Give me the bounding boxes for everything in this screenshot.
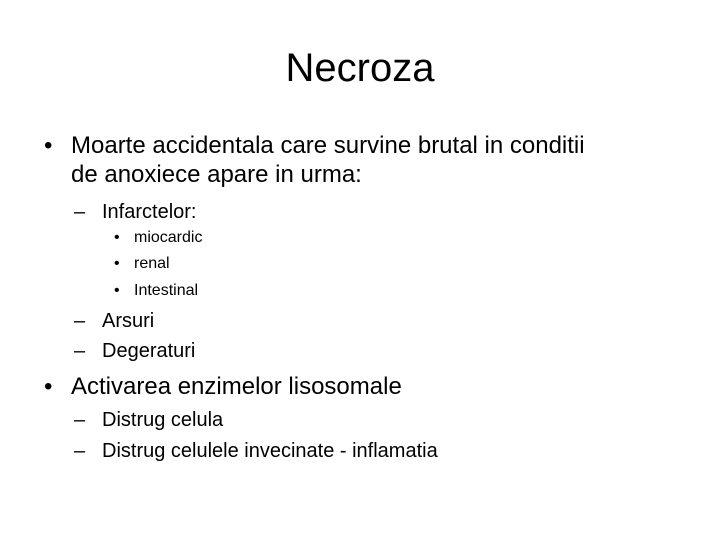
bullet-marker: • (44, 373, 53, 400)
sub-item-label: Degeraturi (102, 340, 196, 362)
bullet-text-line-1: Moarte accidentala care survine brutal in conditii (71, 132, 585, 159)
sub-item-label: Arsuri (102, 310, 155, 332)
dash-marker: – (74, 340, 86, 362)
bullet-marker: • (114, 255, 120, 272)
bullet-text-line-2: de anoxiece apare in urma: (71, 161, 362, 188)
sub-item-label: Distrug celula (102, 409, 224, 431)
dash-marker: – (74, 201, 86, 223)
sub-sub-item-label: miocardic (134, 229, 203, 246)
dash-marker: – (74, 310, 86, 332)
bullet-marker: • (114, 282, 120, 299)
slide-title: Necroza (285, 46, 435, 90)
sub-item-label: Distrug celulele invecinate - inflamatia (102, 440, 438, 462)
bullet-marker: • (114, 229, 120, 246)
dash-marker: – (74, 440, 86, 462)
bullet-marker: • (44, 132, 53, 159)
sub-sub-item-label: Intestinal (134, 282, 199, 299)
sub-sub-item-label: renal (134, 255, 170, 272)
sub-item-label: Infarctelor: (102, 201, 197, 223)
bullet-text: Activarea enzimelor lisosomale (71, 373, 402, 400)
dash-marker: – (74, 409, 86, 431)
